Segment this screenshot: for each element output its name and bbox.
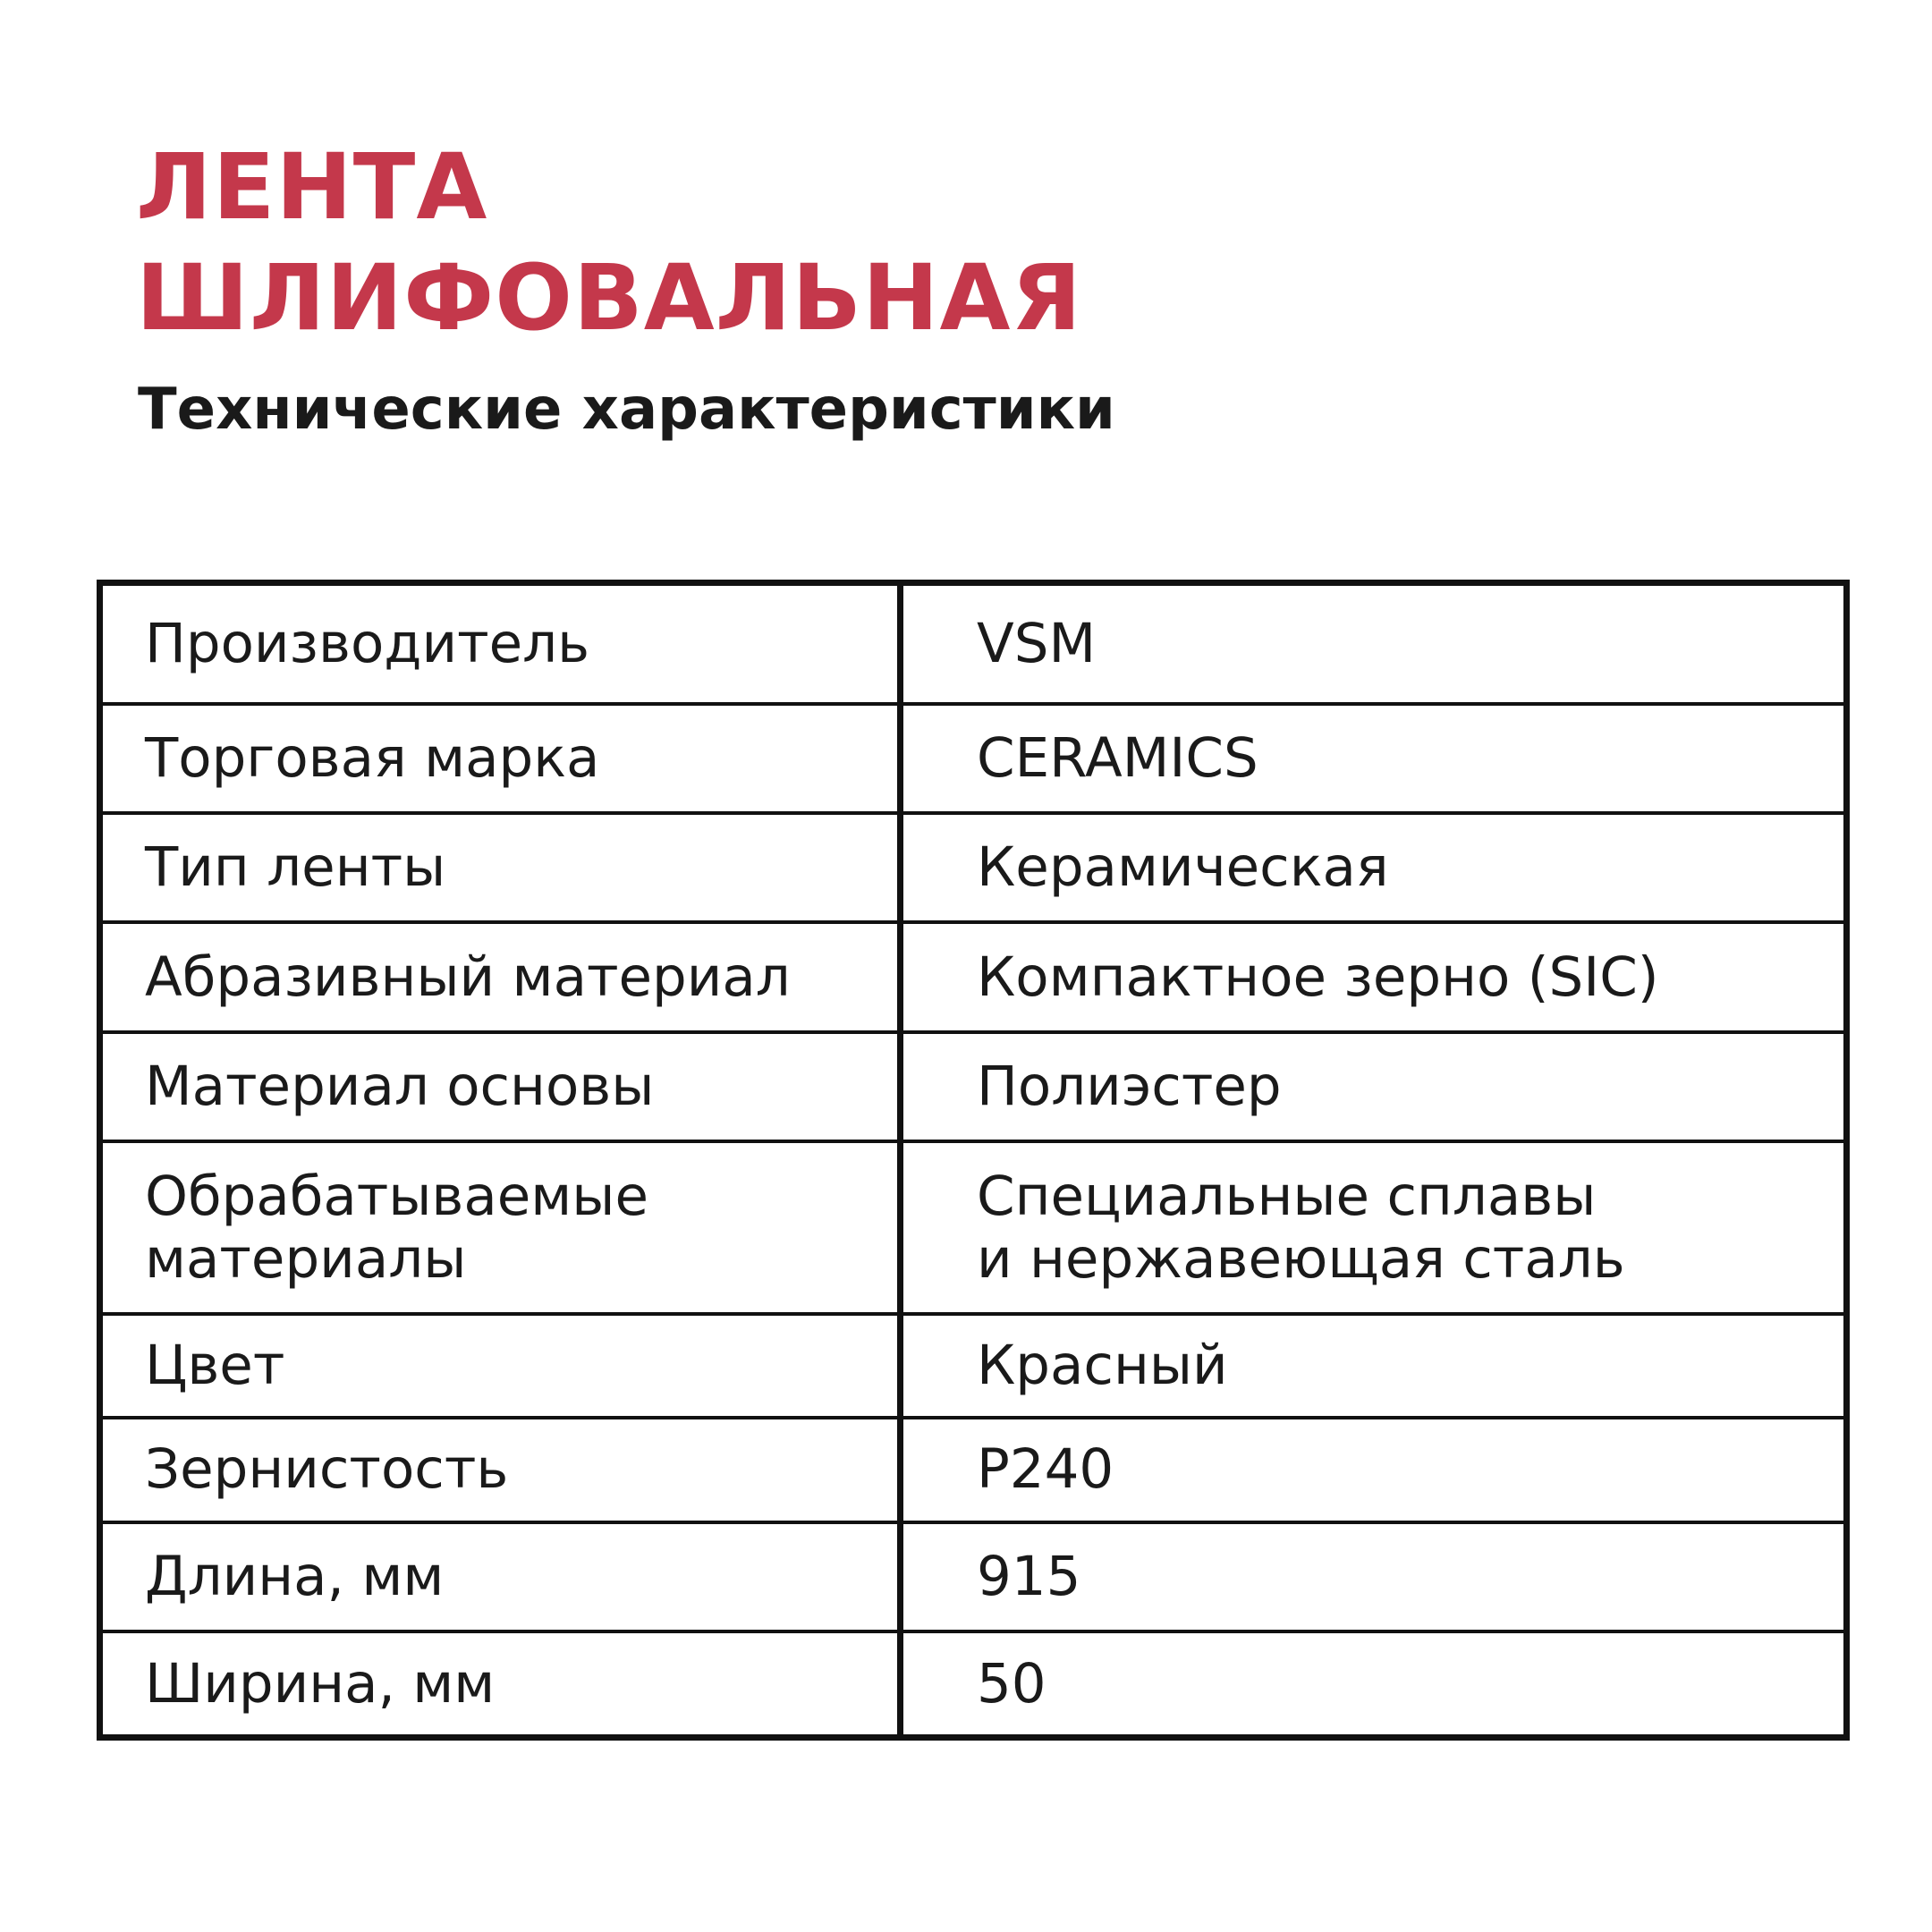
spec-label-manufacturer: Производитель: [100, 583, 901, 704]
table-row: [100, 1522, 1847, 1631]
spec-value-color: Красный: [901, 1314, 1847, 1417]
spec-value-backing: Полиэстер: [901, 1032, 1847, 1141]
table-row: [100, 1141, 1847, 1314]
spec-label-grit: Зернистость: [100, 1418, 901, 1522]
spec-label-length: Длина, мм: [100, 1522, 901, 1631]
spec-table: [97, 580, 1850, 1741]
spec-label-abrasive: Абразивный материал: [100, 922, 901, 1031]
product-title-line-1: ЛЕНТА: [136, 134, 488, 241]
spec-label-width: Ширина, мм: [100, 1631, 901, 1737]
table-row: [100, 1314, 1847, 1417]
spec-value-abrasive: Компактное зерно (SIC): [901, 922, 1847, 1031]
spec-label-backing: Материал основы: [100, 1032, 901, 1141]
table-row: [100, 583, 1847, 704]
spec-value-length: 915: [901, 1522, 1847, 1631]
product-title: [136, 132, 1082, 354]
spec-label-color: Цвет: [100, 1314, 901, 1417]
spec-value-brand: CERAMICS: [901, 704, 1847, 813]
spec-value-materials: Специальные сплавы и нержавеющая сталь: [901, 1141, 1847, 1314]
section-subtitle: Технические характеристики: [138, 377, 1115, 443]
spec-value-grit: P240: [901, 1418, 1847, 1522]
table-row: [100, 1631, 1847, 1737]
product-title-line-2: ШЛИФОВАЛЬНАЯ: [136, 245, 1082, 352]
table-row: [100, 922, 1847, 1031]
spec-label-materials: Обрабатываемые материалы: [100, 1141, 901, 1314]
table-row: [100, 704, 1847, 813]
spec-value-manufacturer: VSM: [901, 583, 1847, 704]
spec-value-width: 50: [977, 1651, 1046, 1716]
table-row: [100, 1418, 1847, 1522]
table-row: [100, 813, 1847, 922]
spec-label-belt-type: Тип ленты: [100, 813, 901, 922]
spec-label-brand: Торговая марка: [100, 704, 901, 813]
table-row: [100, 1032, 1847, 1141]
spec-value-belt-type: Керамическая: [901, 813, 1847, 922]
